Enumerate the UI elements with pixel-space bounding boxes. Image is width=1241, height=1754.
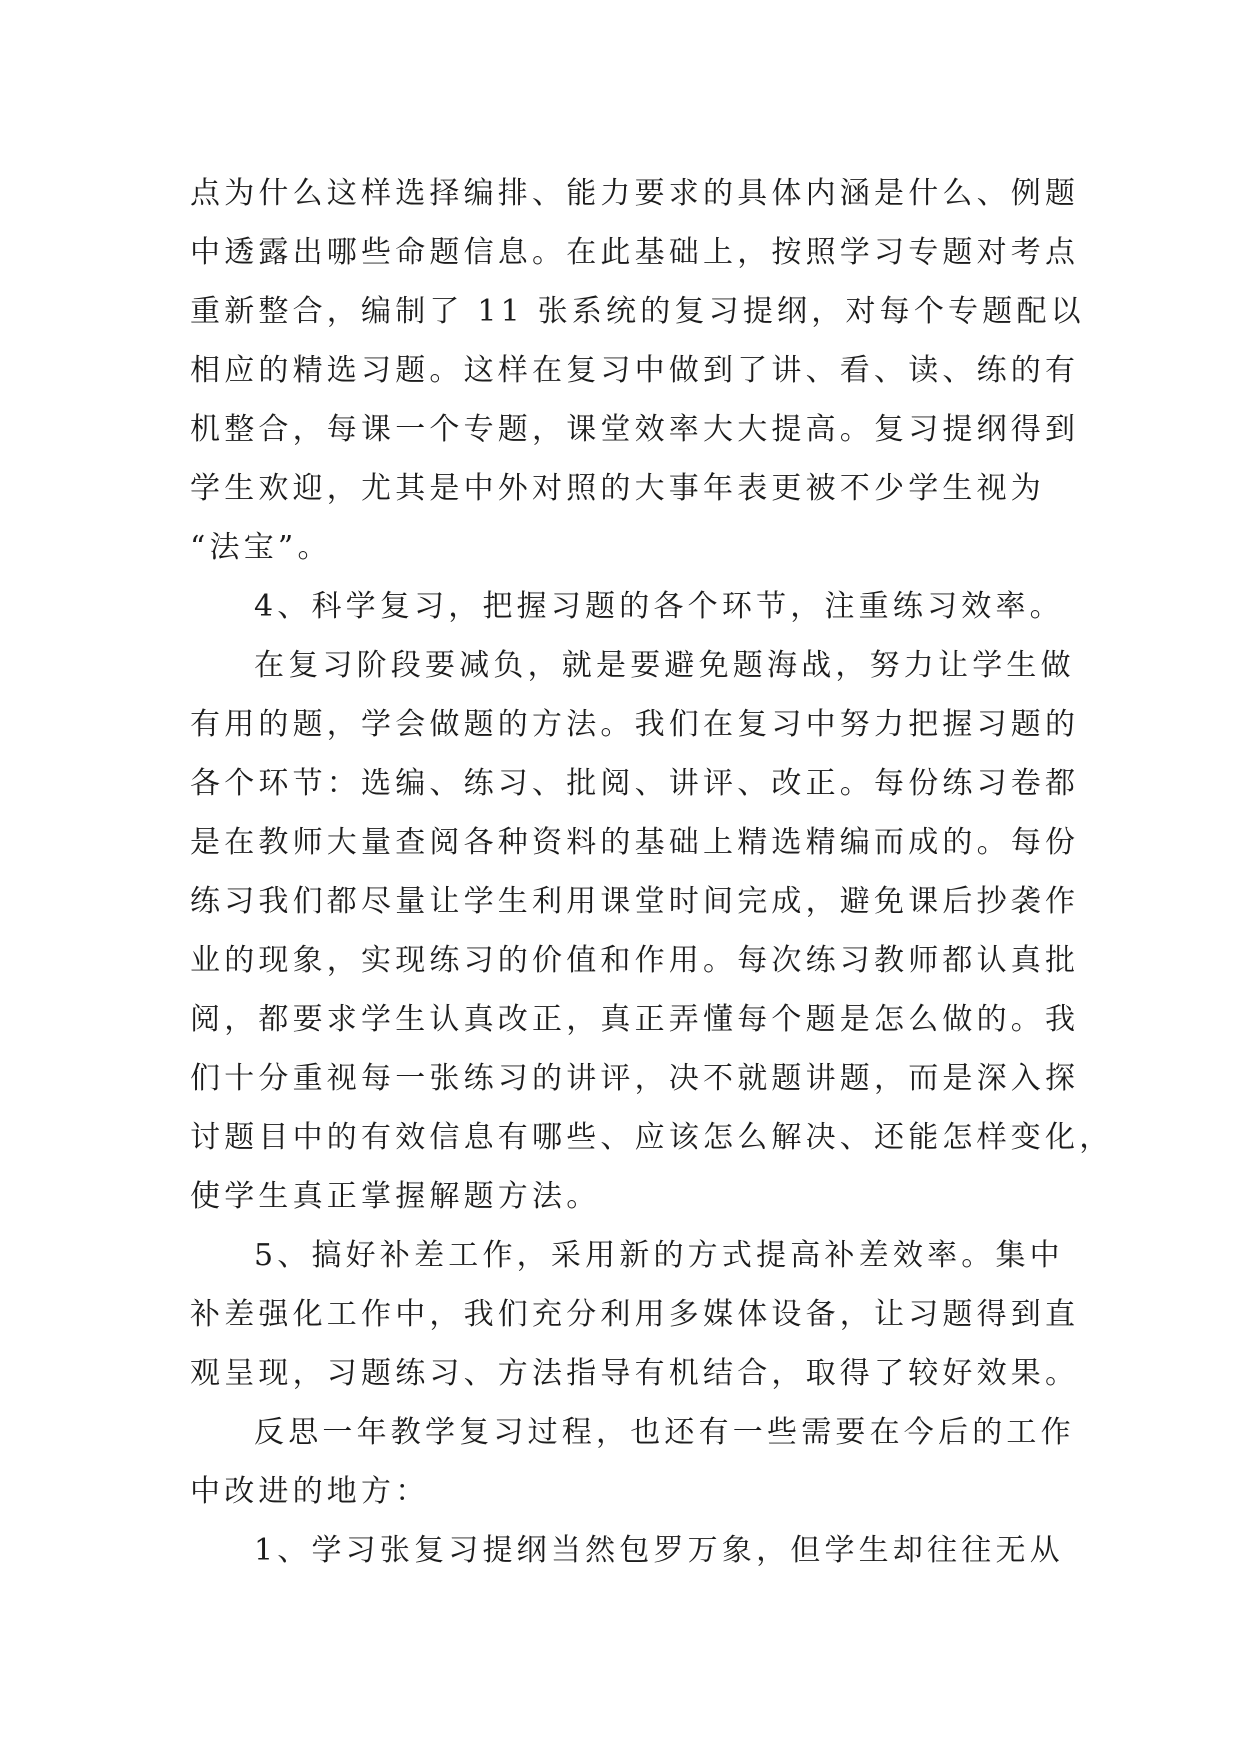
text-line-6: 学生欢迎，尤其是中外对照的大事年表更被不少学生视为 (190, 471, 1045, 506)
text-line-24: 1、学习张复习提纲当然包罗万象，但学生却往往无从 (254, 1533, 1064, 1568)
text-line-23: 中改进的地方： (190, 1474, 430, 1509)
text-line-17: 讨题目中的有效信息有哪些、应该怎么解决、还能怎样变化， (190, 1120, 1114, 1155)
body-text (190, 164, 1114, 1580)
text-line-19: 5、搞好补差工作，采用新的方式提高补差效率。集中 (254, 1238, 1064, 1273)
text-line-2: 中透露出哪些命题信息。在此基础上，按照学习专题对考点 (190, 235, 1080, 270)
text-line-8: 4、科学复习，把握习题的各个环节，注重练习效率。 (254, 589, 1064, 624)
text-line-13: 练习我们都尽量让学生利用课堂时间完成，避免课后抄袭作 (190, 884, 1080, 919)
text-line-21: 观呈现，习题练习、方法指导有机结合，取得了较好效果。 (190, 1356, 1080, 1391)
text-line-12: 是在教师大量查阅各种资料的基础上精选精编而成的。每份 (190, 825, 1080, 860)
text-line-1: 点为什么这样选择编排、能力要求的具体内涵是什么、例题 (190, 176, 1080, 211)
text-line-4: 相应的精选习题。这样在复习中做到了讲、看、读、练的有 (190, 353, 1080, 388)
text-line-22: 反思一年教学复习过程，也还有一些需要在今后的工作 (254, 1415, 1075, 1450)
text-line-20: 补差强化工作中，我们充分利用多媒体设备，让习题得到直 (190, 1297, 1080, 1332)
text-line-16: 们十分重视每一张练习的讲评，决不就题讲题，而是深入探 (190, 1061, 1080, 1096)
text-line-3: 重新整合，编制了 11 张系统的复习提纲，对每个专题配以 (190, 294, 1085, 329)
text-line-9: 在复习阶段要减负，就是要避免题海战，努力让学生做 (254, 648, 1075, 683)
text-line-10: 有用的题，学会做题的方法。我们在复习中努力把握习题的 (190, 707, 1080, 742)
text-line-18: 使学生真正掌握解题方法。 (190, 1179, 601, 1214)
text-line-7: “法宝”。 (190, 530, 332, 565)
text-line-14: 业的现象，实现练习的价值和作用。每次练习教师都认真批 (190, 943, 1080, 978)
text-line-11: 各个环节：选编、练习、批阅、讲评、改正。每份练习卷都 (190, 766, 1080, 801)
text-line-15: 阅，都要求学生认真改正，真正弄懂每个题是怎么做的。我 (190, 1002, 1080, 1037)
text-line-5: 机整合，每课一个专题，课堂效率大大提高。复习提纲得到 (190, 412, 1080, 447)
